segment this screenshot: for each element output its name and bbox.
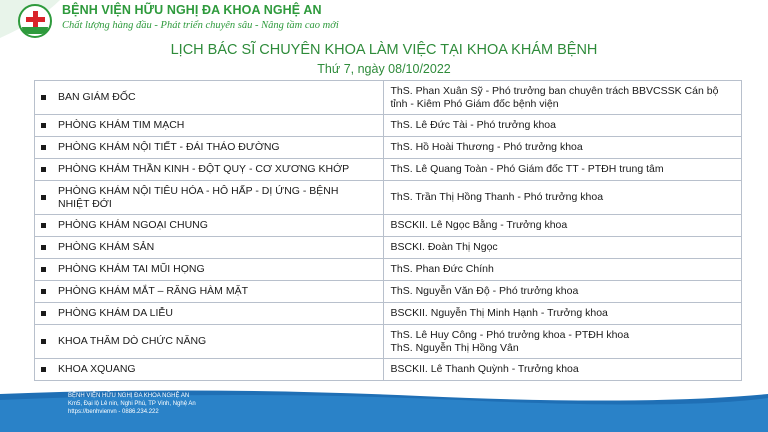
footer-address: Km5, Đại lộ Lê nin, Nghi Phú, TP Vinh, Nghệ An — [68, 401, 196, 407]
doctor-cell: BSCKII. Nguyễn Thị Minh Hạnh - Trưởng khoa — [384, 303, 742, 325]
footer-contact: https://benhvienvn - 0886.234.222 — [68, 409, 159, 415]
bullet-icon — [41, 95, 46, 100]
doctor-cell: ThS. Phan Đức Chính — [384, 259, 742, 281]
table-row — [35, 281, 742, 303]
department-cell: PHÒNG KHÁM NGOẠI CHUNG — [35, 215, 384, 237]
doctor-line: ThS. Lê Huy Công - Phó trưởng khoa - PTĐH khoa — [390, 328, 630, 341]
bullet-icon — [41, 339, 46, 344]
department-cell: PHÒNG KHÁM TAI MŨI HỌNG — [35, 259, 384, 281]
department-cell: PHÒNG KHÁM SẢN — [35, 237, 384, 259]
doctor-cell: ThS. Nguyễn Văn Độ - Phó trưởng khoa — [384, 281, 742, 303]
table-row — [35, 303, 742, 325]
footer-info — [68, 392, 196, 416]
doctor-cell: ThS. Lê Đức Tài - Phó trưởng khoa — [384, 115, 742, 137]
table-row — [35, 325, 742, 359]
schedule-table — [34, 80, 742, 381]
header — [0, 0, 768, 42]
table-row — [35, 237, 742, 259]
hospital-slogan: Chất lượng hàng đầu - Phát triển chuyên sâu - Nâng tầm cao mới — [62, 20, 339, 31]
doctor-cell: BSCKI. Đoàn Thị Ngọc — [384, 237, 742, 259]
table-row — [35, 115, 742, 137]
department-cell: PHÒNG KHÁM TIM MẠCH — [35, 115, 384, 137]
bullet-icon — [41, 195, 46, 200]
table-row — [35, 359, 742, 381]
bullet-icon — [41, 223, 46, 228]
bullet-icon — [41, 167, 46, 172]
department-cell: KHOA THĂM DÒ CHỨC NĂNG — [35, 325, 384, 359]
bullet-icon — [41, 267, 46, 272]
footer-hospital-name: BỆNH VIỆN HỮU NGHỊ ĐA KHOA NGHỆ AN — [68, 393, 190, 399]
doctor-cell: ThS. Lê Quang Toàn - Phó Giám đốc TT - PTĐH trung tâm — [384, 159, 742, 181]
table-row — [35, 181, 742, 215]
bullet-icon — [41, 245, 46, 250]
department-cell: PHÒNG KHÁM NỘI TIÊU HÓA - HÔ HẤP - DỊ ỨNG - BỆNH NHIỆT ĐỚI — [35, 181, 384, 215]
table-row — [35, 159, 742, 181]
doctor-line: ThS. Nguyễn Thị Hồng Vân — [390, 341, 519, 354]
department-cell: PHÒNG KHÁM THẦN KINH - ĐỘT QUỴ - CƠ XƯƠNG KHỚP — [35, 159, 384, 181]
hospital-name: BỆNH VIỆN HỮU NGHỊ ĐA KHOA NGHỆ AN — [62, 3, 322, 17]
doctor-cell: ThS. Phan Xuân Sỹ - Phó trưởng ban chuyên trách BBVCSSK Cán bộ tỉnh - Kiêm Phó Giám đốc bệnh viện — [384, 81, 742, 115]
table-row — [35, 215, 742, 237]
doctor-cell: BSCKII. Lê Thanh Quỳnh - Trưởng khoa — [384, 359, 742, 381]
bullet-icon — [41, 123, 46, 128]
bullet-icon — [41, 311, 46, 316]
table-row — [35, 137, 742, 159]
table-row — [35, 81, 742, 115]
bullet-icon — [41, 145, 46, 150]
department-cell: PHÒNG KHÁM NỘI TIẾT - ĐÁI THÁO ĐƯỜNG — [35, 137, 384, 159]
table-row — [35, 259, 742, 281]
doctor-cell — [384, 325, 742, 359]
doctor-cell: ThS. Hồ Hoài Thương - Phó trưởng khoa — [384, 137, 742, 159]
department-cell: BAN GIÁM ĐỐC — [35, 81, 384, 115]
bullet-icon — [41, 289, 46, 294]
hospital-logo-icon — [18, 4, 52, 38]
bullet-icon — [41, 367, 46, 372]
doctor-cell: ThS. Trần Thị Hồng Thanh - Phó trưởng khoa — [384, 181, 742, 215]
doctor-cell: BSCKII. Lê Ngọc Bằng - Trưởng khoa — [384, 215, 742, 237]
department-cell: PHÒNG KHÁM MẮT – RĂNG HÀM MẶT — [35, 281, 384, 303]
department-cell: KHOA XQUANG — [35, 359, 384, 381]
page-subtitle: Thứ 7, ngày 08/10/2022 — [317, 62, 451, 76]
page-title: LỊCH BÁC SĨ CHUYÊN KHOA LÀM VIỆC TẠI KHOA KHÁM BỆNH — [170, 42, 598, 58]
department-cell: PHÒNG KHÁM DA LIỄU — [35, 303, 384, 325]
